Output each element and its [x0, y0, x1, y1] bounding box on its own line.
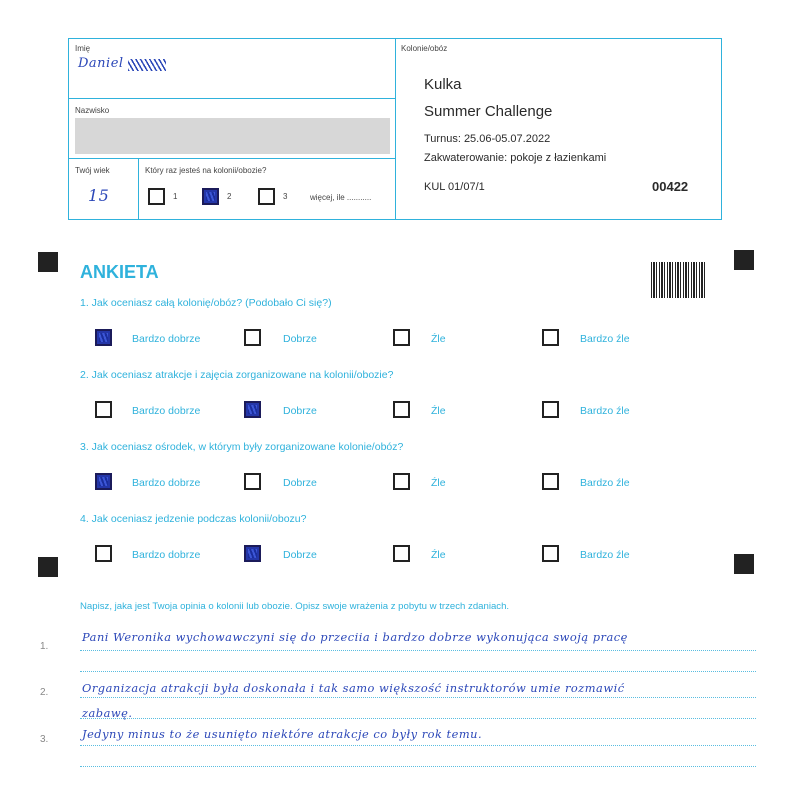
- zakwaterowanie: Zakwaterowanie: pokoje z łazienkami: [424, 152, 607, 164]
- question-3-text: 3. Jak oceniasz ośrodek, w którym były zorganizowane kolonie/obóz?: [80, 441, 404, 453]
- times-option-3: 3: [283, 192, 288, 201]
- question-4-text: 4. Jak oceniasz jedzenie podczas kolonii/obozu?: [80, 513, 307, 525]
- question-1-option-label: Dobrze: [283, 333, 317, 345]
- barcode: [651, 262, 705, 298]
- question-2-checkbox-4[interactable]: [542, 401, 559, 418]
- line-number-3: 3.: [40, 734, 49, 745]
- surname-redacted-field[interactable]: [75, 118, 390, 154]
- header-divider-vertical: [395, 38, 396, 219]
- question-2-option-label: Bardzo źle: [580, 405, 630, 417]
- question-2-text: 2. Jak oceniasz atrakcje i zajęcia zorganizowane na kolonii/obozie?: [80, 369, 394, 381]
- age-label: Twój wiek: [75, 166, 110, 175]
- question-3-option-label: Bardzo dobrze: [132, 477, 201, 489]
- answer-text-3[interactable]: Jedyny minus to że usunięto niektóre atrakcje co były rok temu.: [82, 727, 483, 741]
- question-2-option-label: Dobrze: [283, 405, 317, 417]
- answer-line-3b: [80, 766, 756, 767]
- question-4-option-label: Źle: [431, 549, 446, 561]
- question-3-option-label: Dobrze: [283, 477, 317, 489]
- header-divider-h1: [68, 98, 396, 99]
- question-1-checkbox-2[interactable]: [244, 329, 261, 346]
- times-checkbox-1[interactable]: [148, 188, 165, 205]
- question-4-checkbox-2[interactable]: [244, 545, 261, 562]
- question-4-checkbox-1[interactable]: [95, 545, 112, 562]
- turnus: Turnus: 25.06-05.07.2022: [424, 133, 551, 145]
- name-value[interactable]: Daniel: [78, 56, 124, 71]
- camp-name-line2: Summer Challenge: [424, 103, 553, 120]
- times-checkbox-2[interactable]: [202, 188, 219, 205]
- camp-label: Kolonie/obóz: [401, 44, 448, 53]
- question-4-checkbox-3[interactable]: [393, 545, 410, 562]
- answer-line-2b: [80, 718, 756, 719]
- survey-title: ANKIETA: [80, 262, 159, 282]
- times-label: Który raz jesteś na kolonii/obozie?: [145, 166, 267, 175]
- name-redaction-scribble: [128, 59, 166, 71]
- registration-marker-top-right: [734, 250, 754, 270]
- question-1-option-label: Bardzo źle: [580, 333, 630, 345]
- name-label: Imię: [75, 44, 91, 53]
- question-1-option-label: Źle: [431, 333, 446, 345]
- question-3-checkbox-3[interactable]: [393, 473, 410, 490]
- question-3-checkbox-2[interactable]: [244, 473, 261, 490]
- times-checkbox-3[interactable]: [258, 188, 275, 205]
- question-3-checkbox-1[interactable]: [95, 473, 112, 490]
- question-3-option-label: Źle: [431, 477, 446, 489]
- question-2-option-label: Bardzo dobrze: [132, 405, 201, 417]
- question-1-checkbox-4[interactable]: [542, 329, 559, 346]
- times-more: więcej, ile ...........: [310, 193, 372, 202]
- question-4-option-label: Bardzo dobrze: [132, 549, 201, 561]
- answer-text-1[interactable]: Pani Weronika wychowawczyni się do przeciia i bardzo dobrze wykonująca swoją pracę: [82, 630, 628, 644]
- registration-marker-top-left: [38, 252, 58, 272]
- answer-line-1b: [80, 671, 756, 672]
- question-4-option-label: Dobrze: [283, 549, 317, 561]
- question-4-option-label: Bardzo źle: [580, 549, 630, 561]
- surname-label: Nazwisko: [75, 106, 110, 115]
- question-2-checkbox-1[interactable]: [95, 401, 112, 418]
- form-number: 00422: [652, 179, 689, 194]
- question-2-option-label: Źle: [431, 405, 446, 417]
- header-divider-h2: [68, 158, 396, 159]
- answer-line-2: [80, 697, 756, 698]
- answer-line-1: [80, 650, 756, 651]
- registration-marker-bottom-right: [734, 554, 754, 574]
- times-option-2: 2: [227, 192, 232, 201]
- camp-name-line1: Kulka: [424, 76, 462, 93]
- question-1-checkbox-1[interactable]: [95, 329, 112, 346]
- header-divider-age: [138, 158, 139, 219]
- question-1-text: 1. Jak oceniasz całą kolonię/obóz? (Podobało Ci się?): [80, 297, 332, 309]
- question-1-option-label: Bardzo dobrze: [132, 333, 201, 345]
- answer-text-2a[interactable]: Organizacja atrakcji była doskonała i tak samo większość instruktorów umie rozmawić: [82, 681, 625, 695]
- question-3-checkbox-4[interactable]: [542, 473, 559, 490]
- question-4-checkbox-4[interactable]: [542, 545, 559, 562]
- camp-code: KUL 01/07/1: [424, 181, 485, 193]
- line-number-1: 1.: [40, 641, 49, 652]
- registration-marker-bottom-left: [38, 557, 58, 577]
- times-option-1: 1: [173, 192, 178, 201]
- question-2-checkbox-3[interactable]: [393, 401, 410, 418]
- age-value[interactable]: 15: [88, 186, 110, 205]
- question-3-option-label: Bardzo źle: [580, 477, 630, 489]
- question-2-checkbox-2[interactable]: [244, 401, 261, 418]
- answer-line-3: [80, 745, 756, 746]
- opinion-prompt: Napisz, jaka jest Twoja opinia o kolonii lub obozie. Opisz swoje wrażenia z pobytu w trzech zdaniach.: [80, 601, 510, 612]
- question-1-checkbox-3[interactable]: [393, 329, 410, 346]
- line-number-2: 2.: [40, 687, 49, 698]
- answer-text-2b[interactable]: zabawę.: [82, 706, 133, 720]
